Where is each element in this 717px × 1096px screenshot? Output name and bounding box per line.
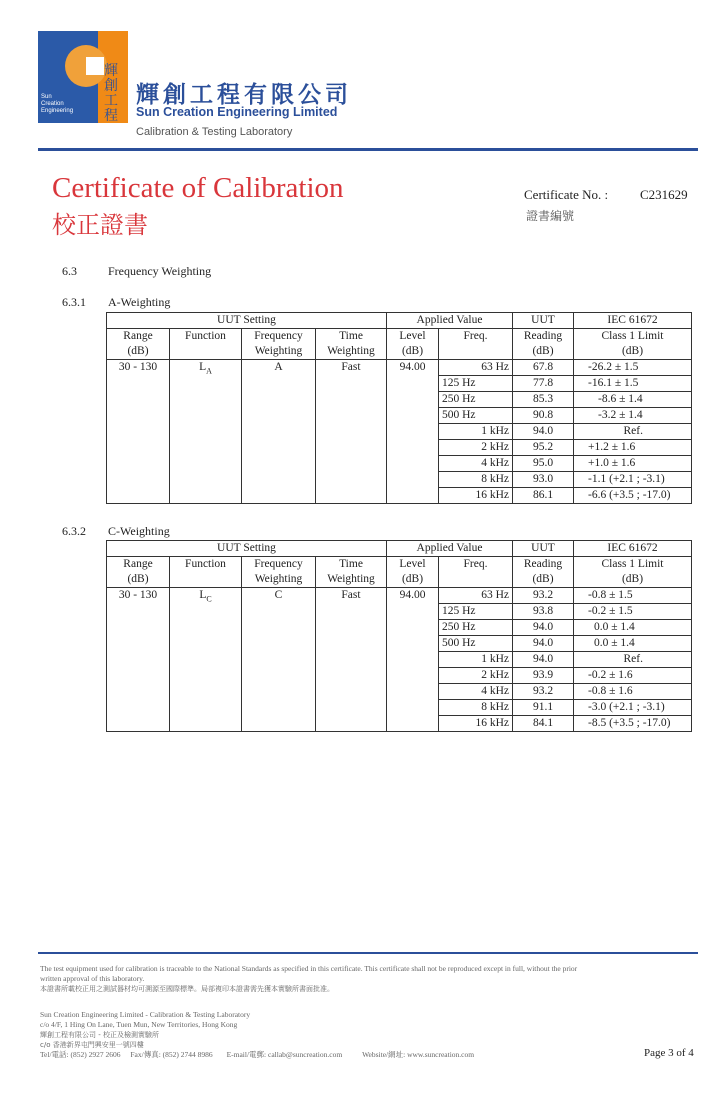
limit-cell: +1.2 ± 1.6 [574, 440, 692, 456]
freq-cell: 1 kHz [439, 424, 513, 440]
lab-name: Calibration & Testing Laboratory [136, 126, 293, 138]
header-class-limit: Class 1 Limit (dB) [574, 329, 692, 360]
page-number: Page 3 of 4 [644, 1047, 694, 1059]
freq-cell: 500 Hz [439, 636, 513, 652]
limit-cell: -0.2 ± 1.5 [574, 604, 692, 620]
cert-no-value: C231629 [640, 187, 688, 202]
limit-cell: Ref. [574, 652, 692, 668]
limit-cell: -8.6 ± 1.4 [574, 392, 692, 408]
reading-cell: 93.2 [513, 684, 574, 700]
function-cell: $L_C$ [170, 588, 242, 732]
section-title: Frequency Weighting [108, 264, 212, 278]
level-cell: 94.00 [387, 360, 439, 504]
reading-cell: 84.1 [513, 716, 574, 732]
limit-cell: -3.0 (+2.1 ; -3.1) [574, 700, 692, 716]
freq-cell: 4 kHz [439, 684, 513, 700]
limit-cell: -3.2 ± 1.4 [574, 408, 692, 424]
header-frequency-weighting: Frequency Weighting [242, 557, 316, 588]
header-range: Range (dB) [107, 557, 170, 588]
logo-text: Sun Creation Engineering [41, 94, 74, 114]
freq-cell: 4 kHz [439, 456, 513, 472]
freq-cell: 16 kHz [439, 716, 513, 732]
header-reading: Reading (dB) [513, 557, 574, 588]
limit-cell: +1.0 ± 1.6 [574, 456, 692, 472]
reading-cell: 93.9 [513, 668, 574, 684]
freq-cell: 63 Hz [439, 588, 513, 604]
limit-cell: -6.6 (+3.5 ; -17.0) [574, 488, 692, 504]
frequency-weighting-cell: C [242, 588, 316, 732]
header-applied-value: Applied Value [387, 313, 513, 329]
header-iec: IEC 61672 [574, 541, 692, 557]
header-range: Range (dB) [107, 329, 170, 360]
header-uut-setting: UUT Setting [107, 313, 387, 329]
footer-divider [38, 952, 698, 954]
range-cell: 30 - 130 [107, 588, 170, 732]
header-time-weighting: Time Weighting [316, 329, 387, 360]
header-reading: Reading (dB) [513, 329, 574, 360]
reading-cell: 93.8 [513, 604, 574, 620]
section-number: 6.3 [62, 264, 77, 278]
limit-cell: -0.8 ± 1.6 [574, 684, 692, 700]
time-weighting-cell: Fast [316, 360, 387, 504]
freq-cell: 125 Hz [439, 376, 513, 392]
header-applied-value: Applied Value [387, 541, 513, 557]
cert-no-label-cn: 證書編號 [526, 209, 575, 223]
limit-cell: 0.0 ± 1.4 [574, 620, 692, 636]
limit-cell: -1.1 (+2.1 ; -3.1) [574, 472, 692, 488]
reading-cell: 93.2 [513, 588, 574, 604]
reading-cell: 77.8 [513, 376, 574, 392]
header-frequency-weighting: Frequency Weighting [242, 329, 316, 360]
reading-cell: 95.0 [513, 456, 574, 472]
company-name-cn: 輝創工程有限公司 [136, 82, 352, 108]
time-weighting-cell: Fast [316, 588, 387, 732]
footer-disclaimer: The test equipment used for calibration is traceable to the National Standards as specified in this certificate. This certificate shall not be reproduced except in full, without the prior written approval of this laboratory. 本證書所載校正用之測試器材均可溯源至國際標準。局部複印本證書需先獲本實驗所書面批准。 [40, 964, 578, 993]
function-cell: $L_A$ [170, 360, 242, 504]
limit-cell: -0.8 ± 1.5 [574, 588, 692, 604]
table-row [107, 360, 692, 376]
header-time-weighting: Time Weighting [316, 557, 387, 588]
subsection-title: C-Weighting [108, 524, 170, 538]
subsection-title: A-Weighting [108, 295, 171, 309]
frequency-weighting-cell: A [242, 360, 316, 504]
cert-no-label: Certificate No. : [524, 187, 609, 202]
freq-cell: 250 Hz [439, 620, 513, 636]
limit-cell: 0.0 ± 1.4 [574, 636, 692, 652]
limit-cell: Ref. [574, 424, 692, 440]
reading-cell: 91.1 [513, 700, 574, 716]
level-cell: 94.00 [387, 588, 439, 732]
freq-cell: 125 Hz [439, 604, 513, 620]
reading-cell: 67.8 [513, 360, 574, 376]
limit-cell: -0.2 ± 1.6 [574, 668, 692, 684]
reading-cell: 85.3 [513, 392, 574, 408]
freq-cell: 8 kHz [439, 700, 513, 716]
header-function: Function [170, 557, 242, 588]
company-logo [38, 31, 128, 123]
header-divider [38, 148, 698, 151]
header-freq: Freq. [439, 557, 513, 588]
freq-cell: 16 kHz [439, 488, 513, 504]
header-iec: IEC 61672 [574, 313, 692, 329]
freq-cell: 1 kHz [439, 652, 513, 668]
footer-website[interactable]: Website/網址: www.suncreation.com [362, 1050, 475, 1059]
freq-cell: 8 kHz [439, 472, 513, 488]
header-function: Function [170, 329, 242, 360]
limit-cell: -26.2 ± 1.5 [574, 360, 692, 376]
reading-cell: 94.0 [513, 424, 574, 440]
footer-email[interactable]: E-mail/電郵: callab@suncreation.com [226, 1050, 343, 1059]
subsection-number: 6.3.2 [62, 524, 86, 538]
reading-cell: 94.0 [513, 620, 574, 636]
reading-cell: 86.1 [513, 488, 574, 504]
subsection-number: 6.3.1 [62, 295, 86, 309]
header-uut-setting: UUT Setting [107, 541, 387, 557]
freq-cell: 63 Hz [439, 360, 513, 376]
header-uut: UUT [513, 313, 574, 329]
header-freq: Freq. [439, 329, 513, 360]
logo-chars: 輝 創 工 程 [104, 63, 118, 124]
footer-address: Sun Creation Engineering Limited - Calibration & Testing Laboratory c/o 4/F, 1 Hing On Lane, Tuen Mun, New Territories, Hong Kong 輝創工程有限公司 - 校正及檢測實驗所 c/o 香港新界屯門興安里一號四樓 Tel/電話: (852) 2927 2606 Fax/傳真: (852) 2744 8986 E-mail/電郵: callab@suncreation.com Website/網址: www.suncreation.com [40, 1010, 475, 1059]
header-uut: UUT [513, 541, 574, 557]
range-cell: 30 - 130 [107, 360, 170, 504]
reading-cell: 90.8 [513, 408, 574, 424]
table-row [107, 588, 692, 604]
freq-cell: 2 kHz [439, 440, 513, 456]
freq-cell: 2 kHz [439, 668, 513, 684]
certificate-title-en: Certificate of Calibration [52, 172, 344, 204]
header-class-limit: Class 1 Limit (dB) [574, 557, 692, 588]
freq-cell: 250 Hz [439, 392, 513, 408]
header-level: Level (dB) [387, 329, 439, 360]
footer-tel: Tel/電話: (852) 2927 2606 [40, 1050, 121, 1059]
reading-cell: 94.0 [513, 652, 574, 668]
reading-cell: 94.0 [513, 636, 574, 652]
limit-cell: -8.5 (+3.5 ; -17.0) [574, 716, 692, 732]
company-name-en: Sun Creation Engineering Limited [136, 105, 338, 119]
footer-fax: Fax/傳真: (852) 2744 8986 [130, 1050, 213, 1059]
reading-cell: 93.0 [513, 472, 574, 488]
certificate-title-cn: 校正證書 [52, 211, 148, 239]
a-weighting-table [106, 312, 692, 504]
reading-cell: 95.2 [513, 440, 574, 456]
limit-cell: -16.1 ± 1.5 [574, 376, 692, 392]
c-weighting-table [106, 540, 692, 732]
header-level: Level (dB) [387, 557, 439, 588]
freq-cell: 500 Hz [439, 408, 513, 424]
